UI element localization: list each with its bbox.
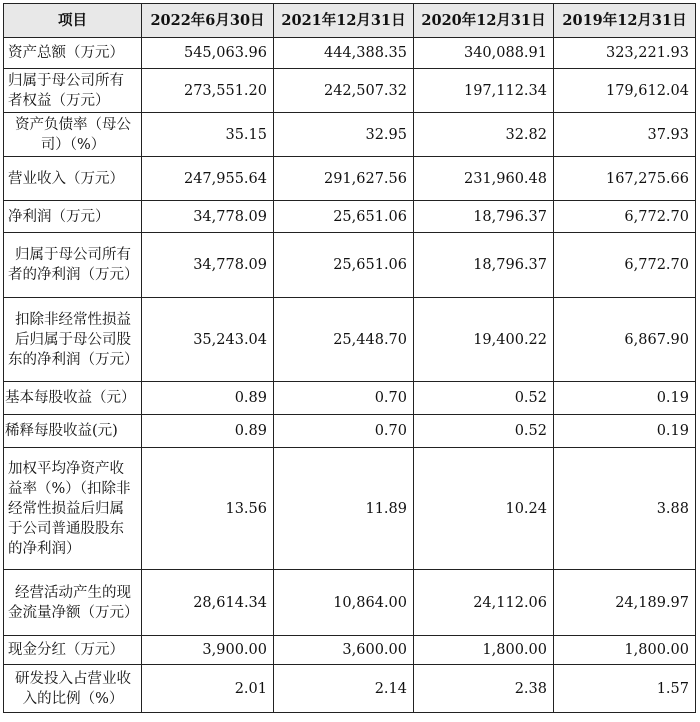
table-cell: 0.89 <box>142 382 274 415</box>
table-row-debt-ratio <box>4 113 696 157</box>
table-cell: 179,612.04 <box>554 69 696 113</box>
table-cell: 25,651.06 <box>274 201 414 233</box>
row-label: 基本每股收益（元） <box>4 382 142 415</box>
table-cell: 545,063.96 <box>142 38 274 69</box>
table-cell: 0.70 <box>274 382 414 415</box>
column-header-2021-12-31: 2021年12月31日 <box>274 4 414 38</box>
row-label: 资产负债率（母公司）（%） <box>4 113 142 157</box>
financial-table <box>3 3 696 713</box>
table-cell: 247,955.64 <box>142 157 274 201</box>
table-cell: 11.89 <box>274 448 414 570</box>
table-cell: 13.56 <box>142 448 274 570</box>
row-label: 经营活动产生的现金流量净额（万元） <box>4 570 142 636</box>
table-cell: 231,960.48 <box>414 157 554 201</box>
table-row-net-profit <box>4 201 696 233</box>
table-cell: 273,551.20 <box>142 69 274 113</box>
table-cell: 323,221.93 <box>554 38 696 69</box>
table-cell: 2.01 <box>142 665 274 713</box>
table-cell: 167,275.66 <box>554 157 696 201</box>
table-cell: 24,112.06 <box>414 570 554 636</box>
table-cell: 34,778.09 <box>142 233 274 298</box>
column-header-item: 项目 <box>4 4 142 38</box>
table-cell: 291,627.56 <box>274 157 414 201</box>
table-cell: 444,388.35 <box>274 38 414 69</box>
table-cell: 197,112.34 <box>414 69 554 113</box>
table-row-rd-ratio <box>4 665 696 713</box>
row-label: 归属于母公司所有者的净利润（万元） <box>4 233 142 298</box>
table-cell: 6,772.70 <box>554 233 696 298</box>
row-label: 稀释每股收益(元) <box>4 415 142 448</box>
column-header-2019-12-31: 2019年12月31日 <box>554 4 696 38</box>
table-cell: 24,189.97 <box>554 570 696 636</box>
table-cell: 340,088.91 <box>414 38 554 69</box>
column-header-2022-06-30: 2022年6月30日 <box>142 4 274 38</box>
table-cell: 1.57 <box>554 665 696 713</box>
row-label: 加权平均净资产收益率（%）（扣除非经常性损益后归属于公司普通股股东的净利润） <box>4 448 142 570</box>
row-label: 归属于母公司所有者权益（万元） <box>4 69 142 113</box>
table-cell: 34,778.09 <box>142 201 274 233</box>
row-label: 资产总额（万元） <box>4 38 142 69</box>
table-cell: 10,864.00 <box>274 570 414 636</box>
table-header-row <box>4 4 696 38</box>
table-cell: 18,796.37 <box>414 201 554 233</box>
table-cell: 0.89 <box>142 415 274 448</box>
table-row-parent-net-profit <box>4 233 696 298</box>
table-cell: 37.93 <box>554 113 696 157</box>
table-row-total-assets <box>4 38 696 69</box>
table-cell: 28,614.34 <box>142 570 274 636</box>
table-cell: 1,800.00 <box>414 636 554 665</box>
row-label: 营业收入（万元） <box>4 157 142 201</box>
table-cell: 0.19 <box>554 382 696 415</box>
table-cell: 242,507.32 <box>274 69 414 113</box>
row-label: 扣除非经常性损益后归属于母公司股东的净利润（万元） <box>4 298 142 382</box>
table-row-revenue <box>4 157 696 201</box>
table-cell: 35,243.04 <box>142 298 274 382</box>
table-row-deducted-net-profit <box>4 298 696 382</box>
row-label: 净利润（万元） <box>4 201 142 233</box>
table-cell: 6,772.70 <box>554 201 696 233</box>
table-row-weighted-roe <box>4 448 696 570</box>
table-cell: 35.15 <box>142 113 274 157</box>
table-cell: 32.82 <box>414 113 554 157</box>
table-cell: 2.14 <box>274 665 414 713</box>
row-label: 现金分红（万元） <box>4 636 142 665</box>
table-row-basic-eps <box>4 382 696 415</box>
table-cell: 0.52 <box>414 382 554 415</box>
table-row-operating-cash-flow <box>4 570 696 636</box>
table-cell: 25,448.70 <box>274 298 414 382</box>
table-cell: 10.24 <box>414 448 554 570</box>
row-label: 研发投入占营业收入的比例（%） <box>4 665 142 713</box>
table-row-equity <box>4 69 696 113</box>
table-cell: 6,867.90 <box>554 298 696 382</box>
table-row-diluted-eps <box>4 415 696 448</box>
table-cell: 0.70 <box>274 415 414 448</box>
table-row-cash-dividend <box>4 636 696 665</box>
table-cell: 19,400.22 <box>414 298 554 382</box>
table-cell: 0.19 <box>554 415 696 448</box>
table-cell: 3.88 <box>554 448 696 570</box>
table-cell: 0.52 <box>414 415 554 448</box>
table-cell: 2.38 <box>414 665 554 713</box>
table-cell: 3,900.00 <box>142 636 274 665</box>
table-cell: 25,651.06 <box>274 233 414 298</box>
table-cell: 1,800.00 <box>554 636 696 665</box>
column-header-2020-12-31: 2020年12月31日 <box>414 4 554 38</box>
table-cell: 18,796.37 <box>414 233 554 298</box>
table-cell: 3,600.00 <box>274 636 414 665</box>
table-cell: 32.95 <box>274 113 414 157</box>
